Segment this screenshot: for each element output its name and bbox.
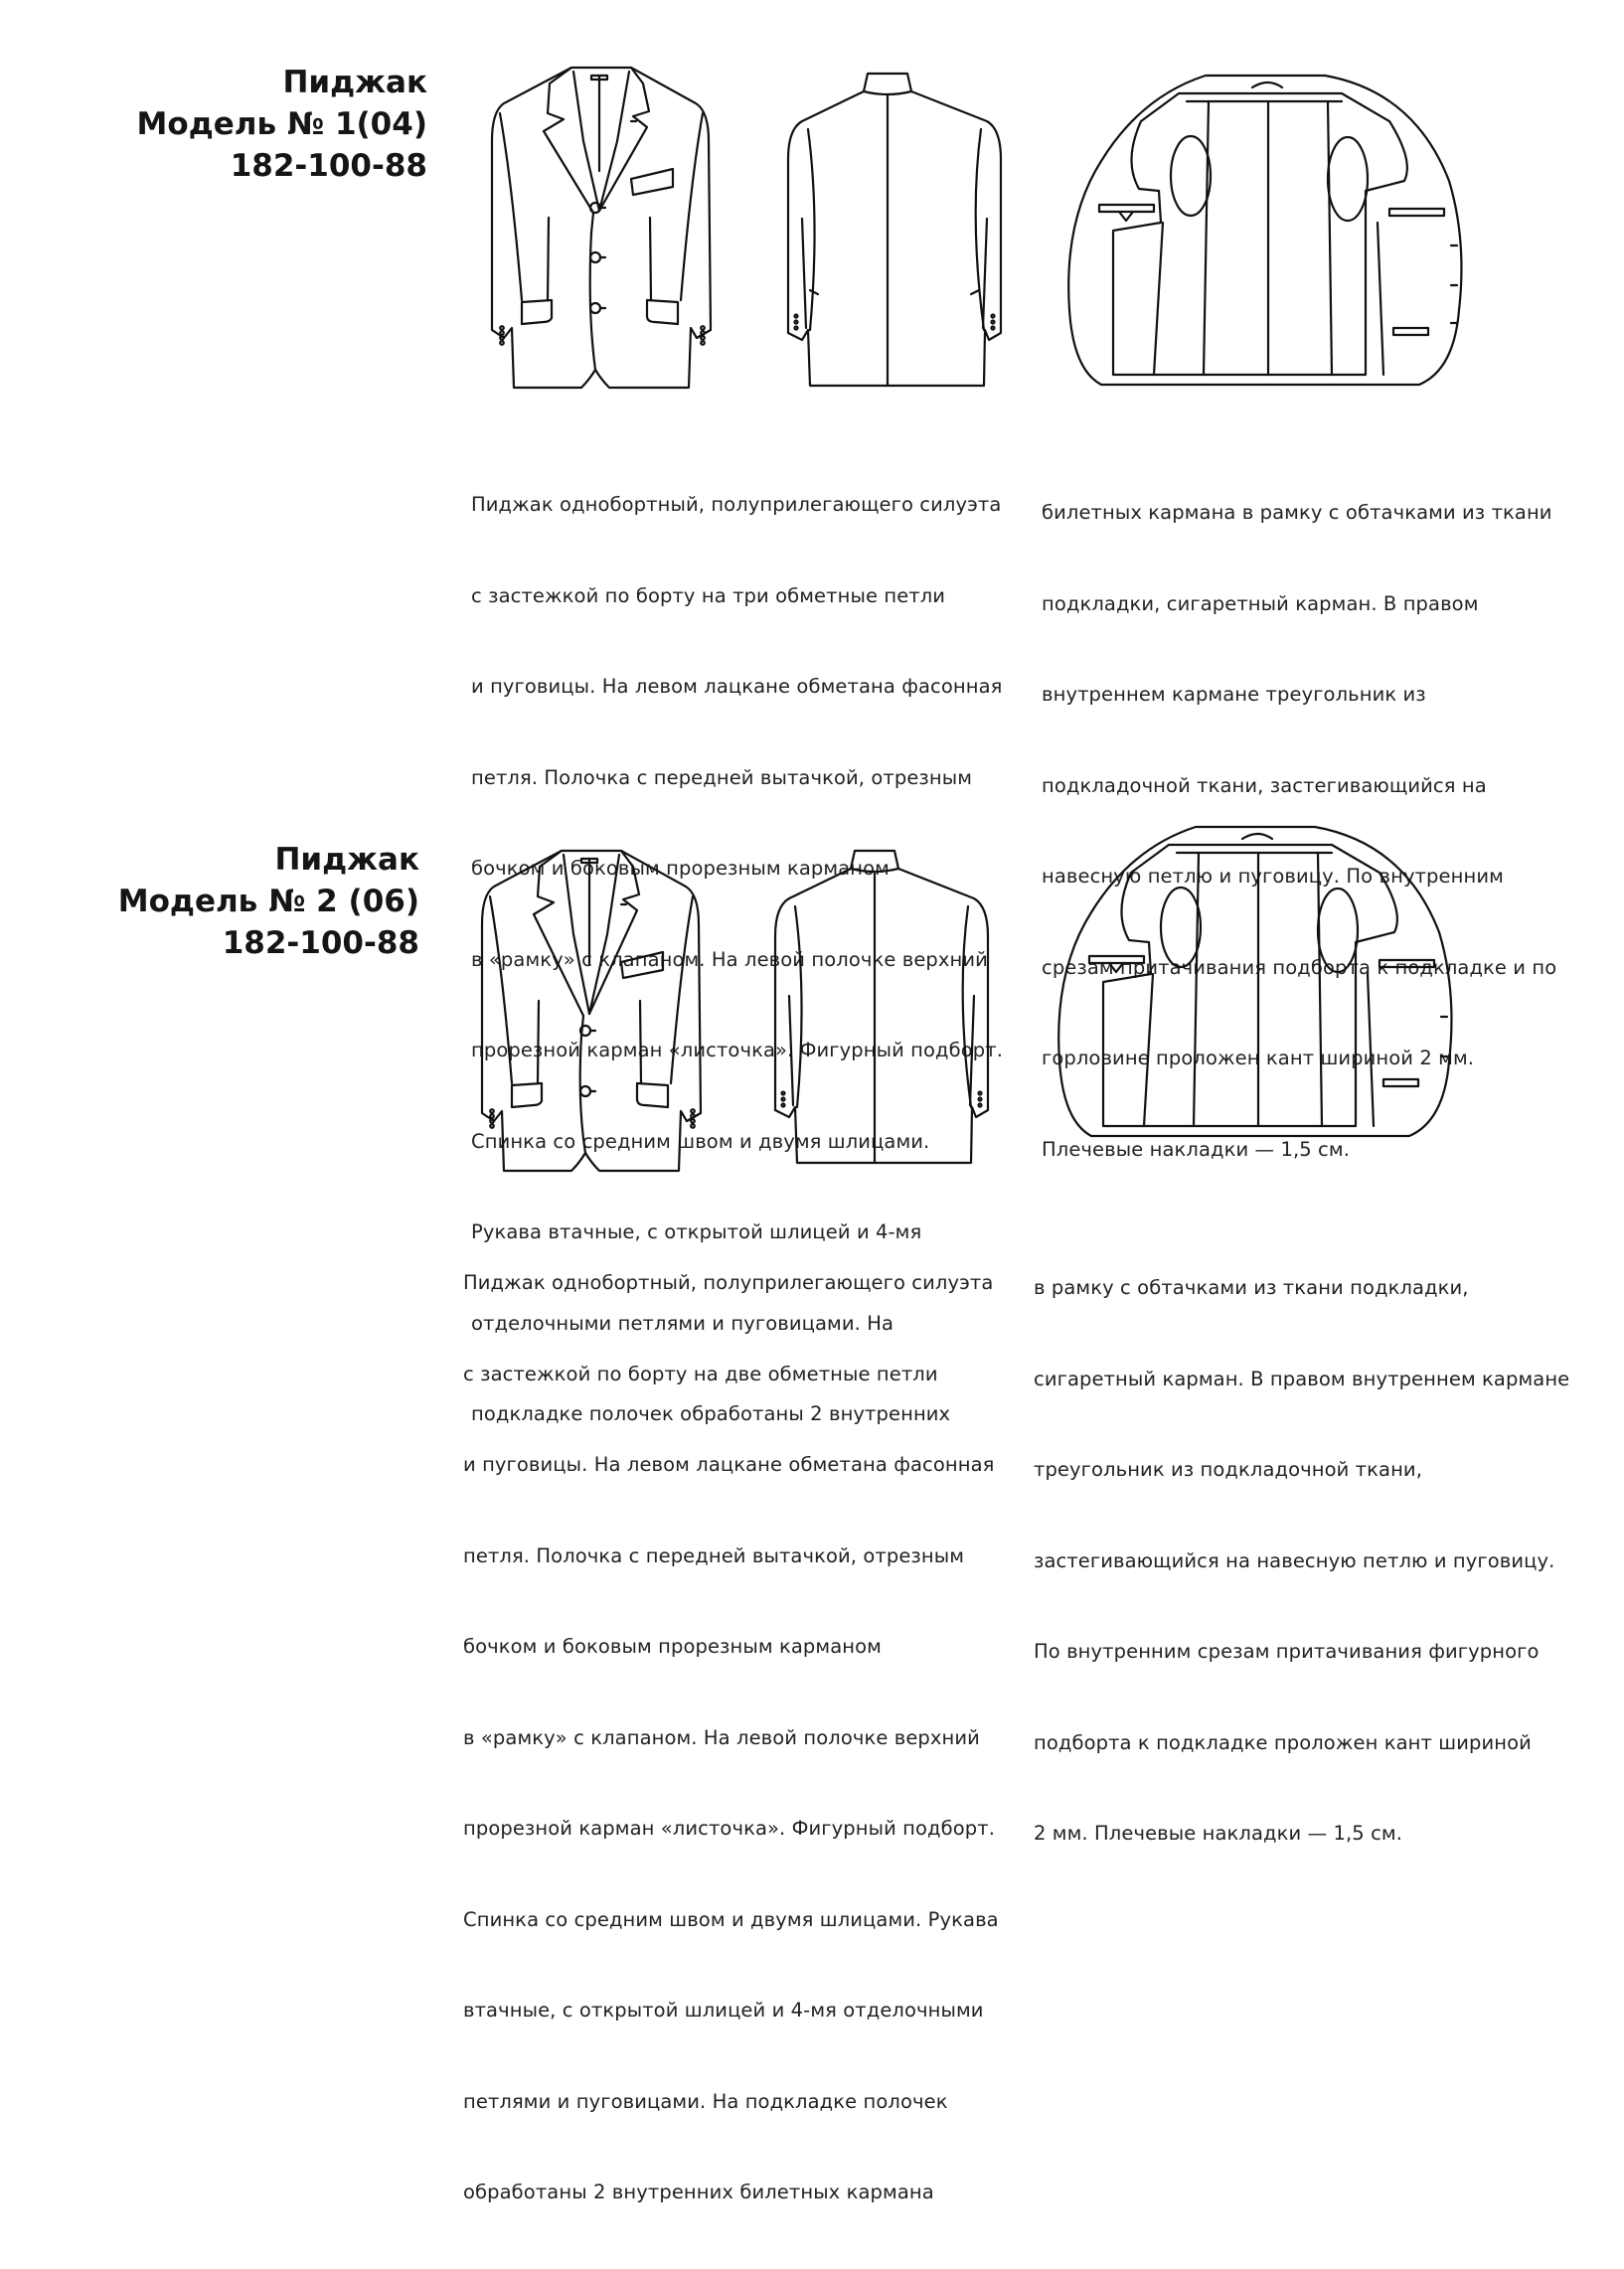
model-number: Модель № 2 (06) <box>117 884 419 919</box>
desc-line: подборта к подкладке проложен кант шириной <box>1034 1730 1532 1754</box>
desc-line: петля. Полочка с передней вытачкой, отрезным <box>463 1543 965 1567</box>
garment-title: Пиджак <box>282 65 427 100</box>
desc-line: в «рамку» с клапаном. На левой полочке верхний <box>471 947 988 971</box>
desc-line: билетных кармана в рамку с обтачками из ткани <box>1042 501 1552 524</box>
desc-line: в рамку с обтачками из ткани подкладки, <box>1034 1276 1469 1299</box>
desc-line: Пиджак однобортный, полуприлегающего силуэта <box>463 1271 994 1294</box>
desc-line: внутреннем кармане треугольник из <box>1042 683 1426 706</box>
desc-line: подкладке полочек обработаны 2 внутренних <box>471 1402 951 1425</box>
desc-line: петлями и пуговицами. На подкладке полочек <box>463 2089 948 2113</box>
desc-line: Пиджак однобортный, полуприлегающего силуэта <box>471 493 1002 516</box>
desc-line: и пуговицы. На левом лацкане обметана фасонная <box>471 675 1003 698</box>
desc-line: подкладочной ткани, застегивающийся на <box>1042 773 1487 797</box>
desc-line: подкладки, сигаретный карман. В правом <box>1042 591 1479 615</box>
desc-line: сигаретный карман. В правом внутреннем кармане <box>1034 1367 1570 1390</box>
size-code: 182-100-88 <box>222 925 419 961</box>
model-2-description-col2 <box>1034 1213 1569 1910</box>
jacket-inside-illustration <box>1061 72 1469 390</box>
desc-line: обработаны 2 внутренних билетных кармана <box>463 2181 934 2203</box>
desc-line: горловине проложен кант шириной 2 мм. <box>1042 1047 1475 1069</box>
desc-line: с застежкой по борту на две обметные петли <box>463 1362 938 1385</box>
jacket-front-illustration <box>482 62 721 395</box>
desc-line: треугольник из подкладочной ткани, <box>1034 1458 1422 1481</box>
jacket-inside-illustration <box>1052 823 1459 1141</box>
desc-line: 2 мм. Плечевые накладки — 1,5 см. <box>1034 1822 1403 1845</box>
size-code: 182-100-88 <box>230 148 427 184</box>
model-2-description-col1 <box>463 1208 999 2269</box>
desc-line: Спинка со средним швом и двумя шлицами. <box>471 1129 930 1153</box>
jacket-front-illustration <box>472 845 711 1178</box>
desc-line: бочком и боковым прорезным карманом <box>471 857 890 880</box>
desc-line: Рукава втачные, с открытой шлицей и 4-мя <box>471 1220 922 1243</box>
desc-line: прорезной карман «листочка». Фигурный подборт. <box>471 1039 1004 1061</box>
jacket-back-illustration <box>767 847 996 1170</box>
model-2-section <box>0 795 1624 2203</box>
desc-line: срезам притачивания подборта к подкладке и по <box>1042 955 1557 979</box>
desc-line: в «рамку» с клапаном. На левой полочке верхний <box>463 1725 980 1749</box>
desc-line: Спинка со средним швом и двумя шлицами. Рукава <box>463 1907 999 1931</box>
desc-line: с застежкой по борту на три обметные петли <box>471 583 946 607</box>
desc-line: Плечевые накладки — 1,5 см. <box>1042 1137 1350 1161</box>
model-2-heading <box>118 839 419 964</box>
desc-line: петля. Полочка с передней вытачкой, отрезным <box>471 765 973 789</box>
desc-line: застегивающийся на навесную петлю и пуговицу. <box>1034 1548 1555 1572</box>
garment-title: Пиджак <box>274 842 419 878</box>
desc-line: втачные, с открытой шлицей и 4-мя отделочными <box>463 1999 984 2022</box>
desc-line: По внутренним срезам притачивания фигурного <box>1034 1640 1540 1663</box>
desc-line: навесную петлю и пуговицу. По внутренним <box>1042 865 1504 888</box>
desc-line: и пуговицы. На левом лацкане обметана фасонная <box>463 1453 995 1476</box>
model-number: Модель № 1(04) <box>136 106 427 142</box>
model-1-heading <box>137 62 427 187</box>
desc-line: прорезной карман «листочка». Фигурный подборт. <box>463 1817 996 1840</box>
desc-line: бочком и боковым прорезным карманом <box>463 1635 882 1658</box>
desc-line: отделочными петлями и пуговицами. На <box>471 1311 894 1335</box>
jacket-back-illustration <box>780 70 1009 393</box>
